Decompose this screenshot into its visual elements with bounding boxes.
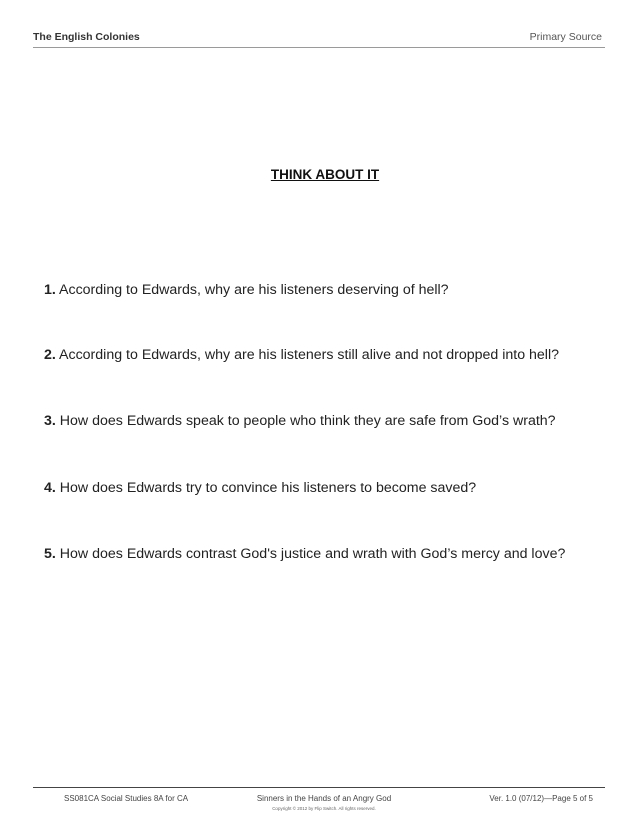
question-number: 1. xyxy=(44,282,56,298)
question-text: According to Edwards, why are his listeners still alive and not dropped into hell? xyxy=(59,347,560,363)
document-type-label: Primary Source xyxy=(529,31,602,43)
footer-divider xyxy=(33,787,605,788)
question-text: According to Edwards, why are his listeners deserving of hell? xyxy=(59,282,449,298)
section-title: THINK ABOUT IT xyxy=(270,167,380,182)
question-number: 5. xyxy=(44,546,56,562)
footer-page-number: Ver. 1.0 (07/12)—Page 5 of 5 xyxy=(489,794,593,803)
footer-document-title: Sinners in the Hands of an Angry God xyxy=(256,794,392,803)
question-number: 4. xyxy=(44,480,56,496)
question-text: How does Edwards speak to people who think they are safe from God’s wrath? xyxy=(59,413,556,429)
question-item xyxy=(44,546,618,562)
question-number: 2. xyxy=(44,347,56,363)
question-number: 3. xyxy=(44,413,56,429)
question-text: How does Edwards try to convince his listeners to become saved? xyxy=(59,480,477,496)
question-item xyxy=(44,413,618,429)
question-text: How does Edwards contrast God's justice and wrath with God’s mercy and love? xyxy=(59,546,566,562)
question-item xyxy=(44,282,618,298)
question-item xyxy=(44,480,618,496)
footer-course: SS081CA Social Studies 8A for CA xyxy=(64,794,189,803)
header-divider xyxy=(33,47,605,48)
footer-copyright: Copyright © 2012 by Flip Switch. All rights reserved. xyxy=(272,806,376,811)
header-title: The English Colonies xyxy=(33,31,140,43)
question-item xyxy=(44,347,618,363)
